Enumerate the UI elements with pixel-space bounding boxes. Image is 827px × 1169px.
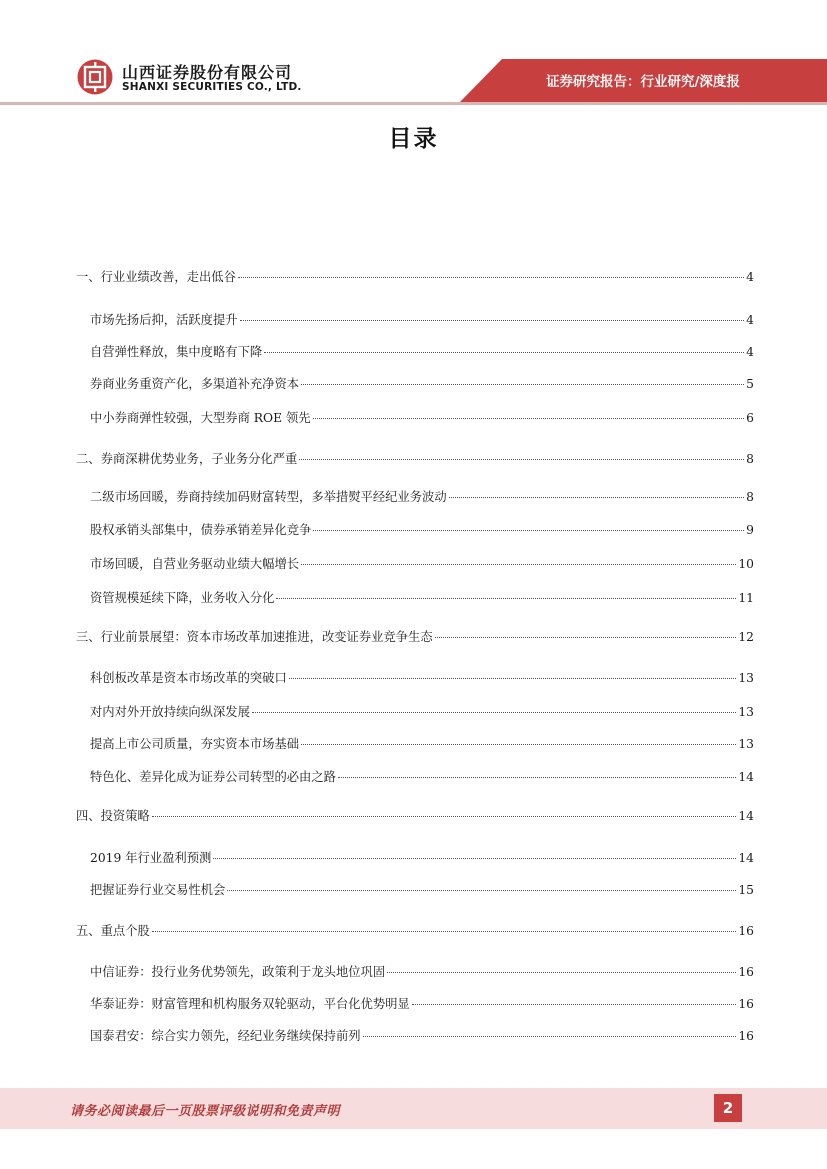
toc-leader-dots <box>299 459 744 460</box>
toc-leader-dots <box>227 890 736 891</box>
toc-entry-label: 提高上市公司质量，夯实资本市场基础 <box>90 737 300 751</box>
toc-subsection-link[interactable] <box>90 555 754 573</box>
company-name-cn: 山西证券股份有限公司 <box>122 63 293 82</box>
toc-page-number: 14 <box>738 851 754 865</box>
toc-subsection-link[interactable] <box>90 963 754 981</box>
toc-leader-dots <box>301 384 744 385</box>
toc-page-number: 5 <box>746 377 754 391</box>
toc-entry-label: 五、重点个股 <box>76 924 150 938</box>
toc-entry-label: 科创板改革是资本市场改革的突破口 <box>90 671 287 685</box>
toc-subsection-link[interactable] <box>90 703 754 721</box>
toc-leader-dots <box>412 1004 737 1005</box>
toc-page-number: 13 <box>738 671 754 685</box>
toc-leader-dots <box>301 564 736 565</box>
toc-entry-label: 股权承销头部集中，债券承销差异化竞争 <box>90 523 312 537</box>
toc-leader-dots <box>238 277 744 278</box>
toc-subsection-link[interactable] <box>90 768 754 786</box>
toc-page-number: 4 <box>746 313 754 327</box>
toc-section-link[interactable] <box>76 628 754 646</box>
toc-subsection-link[interactable] <box>90 1027 754 1045</box>
toc-leader-dots <box>240 320 745 321</box>
toc-leader-dots <box>301 744 736 745</box>
toc-page-number: 15 <box>738 883 754 897</box>
toc-entry-label: 把握证券行业交易性机会 <box>90 883 226 897</box>
toc-entry-label: 中信证券：投行业务优势领先，政策利于龙头地位巩固 <box>90 965 386 979</box>
toc-entry-label: 对内对外开放持续向纵深发展 <box>90 705 250 719</box>
toc-entry-label: 资管规模延续下降，业务收入分化 <box>90 591 275 605</box>
toc-page-number: 13 <box>738 737 754 751</box>
toc-subsection-link[interactable] <box>90 375 754 393</box>
toc-page-number: 16 <box>738 924 754 938</box>
toc-entry-label: 券商业务重资产化，多渠道补充净资本 <box>90 377 300 391</box>
toc-entry-label: 国泰君安：综合实力领先，经纪业务继续保持前列 <box>90 1029 361 1043</box>
toc-subsection-link[interactable] <box>90 343 754 361</box>
toc-leader-dots <box>313 418 745 419</box>
toc-leader-dots <box>213 858 736 859</box>
toc-subsection-link[interactable] <box>90 521 754 539</box>
header-divider <box>0 102 827 105</box>
disclaimer-text: 请务必阅读最后一页股票评级说明和免责声明 <box>70 1104 341 1119</box>
toc-subsection-link[interactable] <box>90 881 754 899</box>
toc-section-link[interactable] <box>76 268 754 286</box>
toc-subsection-link[interactable] <box>90 409 754 427</box>
company-name-en: SHANXI SECURITIES CO., LTD. <box>122 81 302 93</box>
toc-entry-label: 市场回暖，自营业务驱动业绩大幅增长 <box>90 557 300 571</box>
page-title: 目录 <box>388 126 439 152</box>
page-header <box>0 0 827 110</box>
toc-page-number: 6 <box>746 411 754 425</box>
toc-entry-label: 二、券商深耕优势业务，子业务分化严重 <box>76 452 298 466</box>
toc-page-number: 12 <box>738 630 754 644</box>
toc-entry-label: 华泰证券：财富管理和机构服务双轮驱动，平台化优势明显 <box>90 997 410 1011</box>
toc-entry-label: 市场先扬后抑，活跃度提升 <box>90 313 238 327</box>
toc-page-number: 9 <box>746 523 754 537</box>
toc-page-number: 10 <box>738 557 754 571</box>
toc-entry-label: 自营弹性释放，集中度略有下降 <box>90 345 263 359</box>
toc-leader-dots <box>289 678 737 679</box>
toc-leader-dots <box>435 637 737 638</box>
toc-leader-dots <box>449 497 745 498</box>
toc-subsection-link[interactable] <box>90 669 754 687</box>
toc-page-number: 16 <box>738 1029 754 1043</box>
toc-leader-dots <box>276 598 736 599</box>
toc-leader-dots <box>363 1036 737 1037</box>
toc-entry-label: 2019 年行业盈利预测 <box>90 851 212 865</box>
report-type-label: 证券研究报告：行业研究/深度报 <box>546 74 740 90</box>
toc-page-number: 8 <box>746 452 754 466</box>
toc-leader-dots <box>338 777 736 778</box>
toc-entry-label: 中小券商弹性较强，大型券商 ROE 领先 <box>90 411 311 425</box>
toc-leader-dots <box>152 816 737 817</box>
shanxi-securities-logo-icon <box>76 58 114 96</box>
toc-entry-label: 四、投资策略 <box>76 809 150 823</box>
toc-subsection-link[interactable] <box>90 488 754 506</box>
toc-page-number: 14 <box>738 809 754 823</box>
toc-subsection-link[interactable] <box>90 735 754 753</box>
toc-subsection-link[interactable] <box>90 849 754 867</box>
toc-leader-dots <box>252 712 736 713</box>
page-number: 2 <box>714 1094 742 1122</box>
toc-leader-dots <box>264 352 744 353</box>
toc-leader-dots <box>152 931 737 932</box>
toc-entry-label: 一、行业业绩改善，走出低谷 <box>76 270 236 284</box>
toc-leader-dots <box>387 972 736 973</box>
toc-leader-dots <box>313 530 744 531</box>
toc-page-number: 8 <box>746 490 754 504</box>
toc-entry-label: 三、行业前景展望：资本市场改革加速推进，改变证券业竞争生态 <box>76 630 433 644</box>
toc-page-number: 4 <box>746 270 754 284</box>
toc-page-number: 4 <box>746 345 754 359</box>
toc-entry-label: 二级市场回暖，券商持续加码财富转型，多举措熨平经纪业务波动 <box>90 490 447 504</box>
toc-subsection-link[interactable] <box>90 995 754 1013</box>
toc-page-number: 13 <box>738 705 754 719</box>
toc-entry-label: 特色化、差异化成为证券公司转型的必由之路 <box>90 770 336 784</box>
toc-section-link[interactable] <box>76 807 754 825</box>
toc-page-number: 14 <box>738 770 754 784</box>
toc-section-link[interactable] <box>76 922 754 940</box>
toc-page-number: 11 <box>738 591 754 605</box>
toc-page-number: 16 <box>738 965 754 979</box>
toc-subsection-link[interactable] <box>90 311 754 329</box>
toc-section-link[interactable] <box>76 450 754 468</box>
toc-subsection-link[interactable] <box>90 589 754 607</box>
toc-page-number: 16 <box>738 997 754 1011</box>
